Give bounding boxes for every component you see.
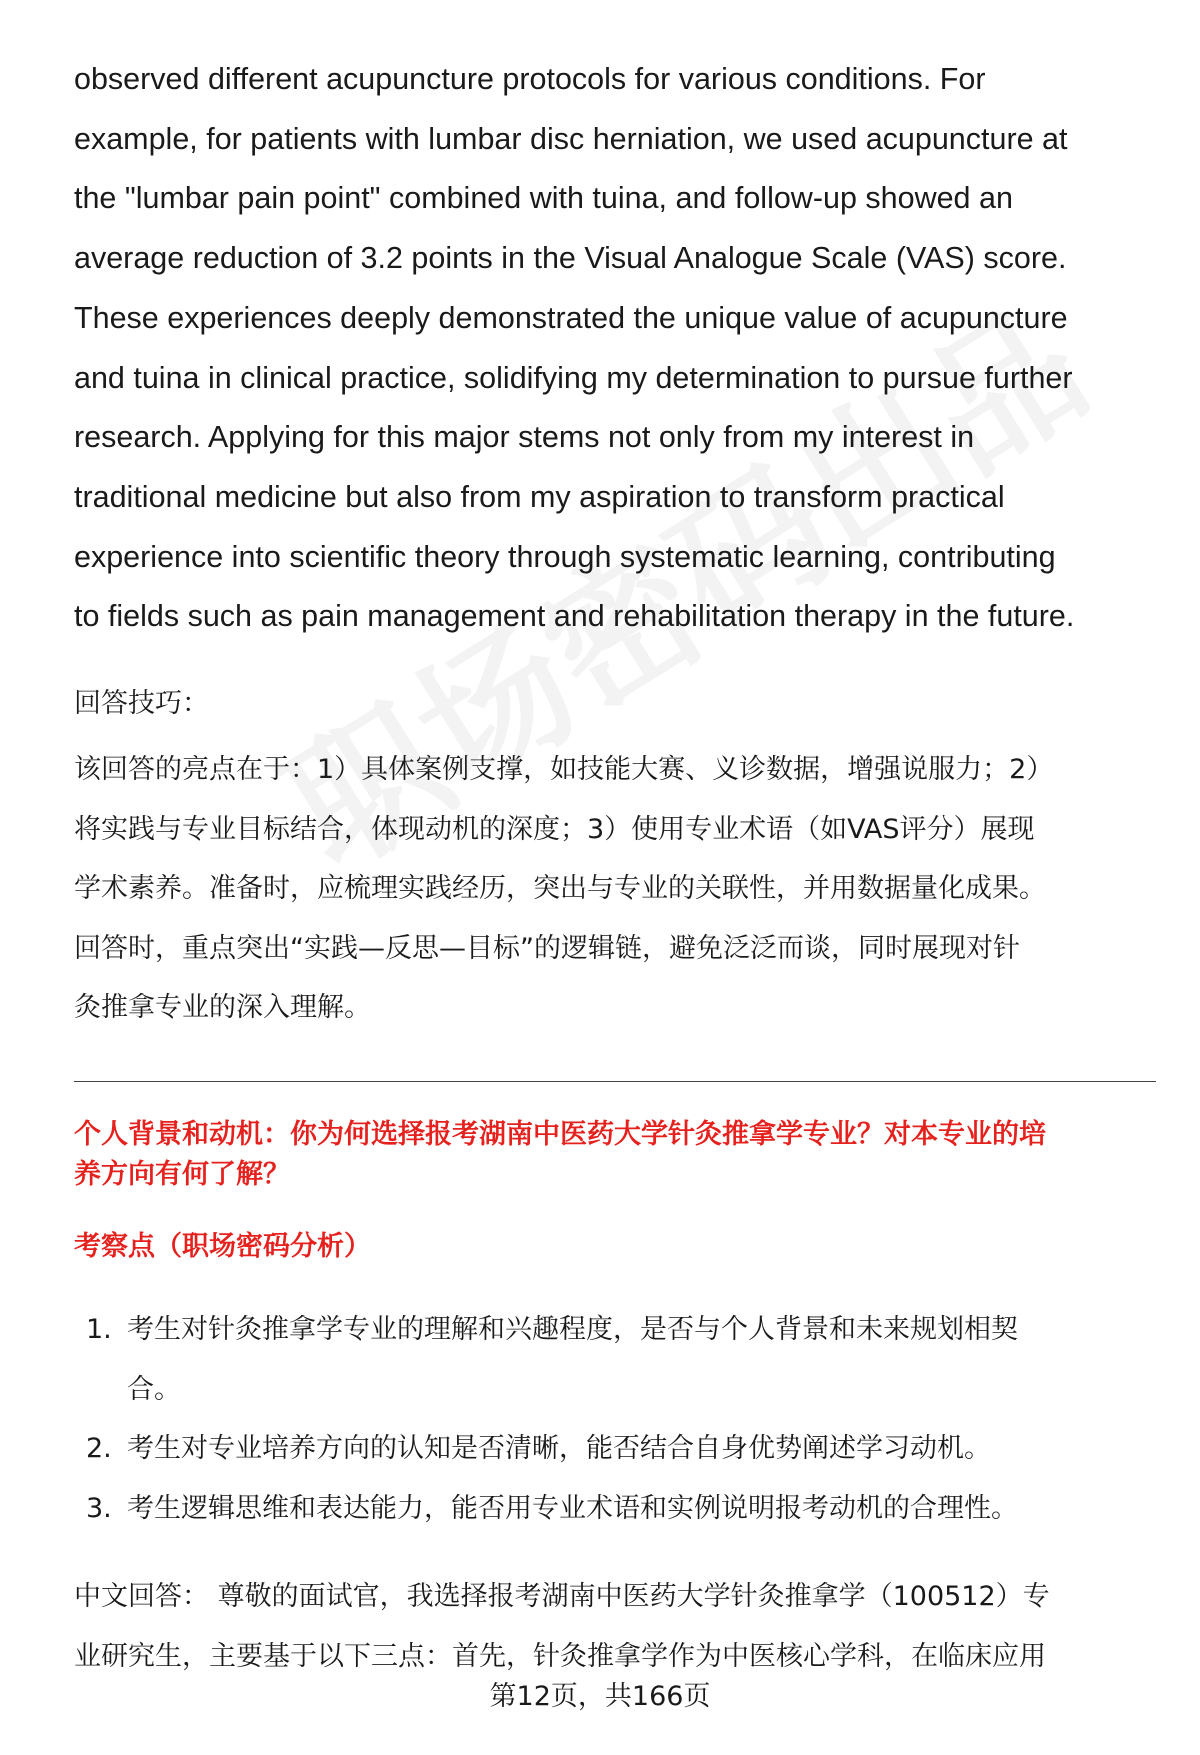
section-divider bbox=[74, 1081, 1156, 1082]
paragraph-line: These experiences deeply demonstrated the unique value of acupuncture bbox=[74, 300, 1068, 335]
list-item-text: 考生对针灸推拿学专业的理解和兴趣程度，是否与个人背景和未来规划相契 bbox=[127, 1314, 1018, 1345]
paragraph-line: 业研究生，主要基于以下三点：首先，针灸推拿学作为中医核心学科，在临床应用 bbox=[74, 1641, 1046, 1672]
paragraph-line: 该回答的亮点在于：1）具体案例支撑，如技能大赛、义诊数据，增强说服力；2） bbox=[74, 754, 1054, 785]
paragraph-line: observed different acupuncture protocols for various conditions. For bbox=[74, 62, 986, 96]
paragraph-line: 学术素养。准备时，应梳理实践经历，突出与专业的关联性，并用数据量化成果。 bbox=[74, 873, 1046, 904]
paragraph-line: the "lumbar pain point" combined with tuina, and follow-up showed an bbox=[74, 181, 1013, 216]
analysis-point-list bbox=[74, 1300, 1159, 1538]
question-heading bbox=[74, 1115, 1159, 1195]
list-item bbox=[74, 1300, 1159, 1419]
list-number: 3. bbox=[86, 1492, 112, 1524]
list-number: 1. bbox=[86, 1314, 112, 1345]
list-item bbox=[74, 1419, 1159, 1479]
list-item-text: 考生对专业培养方向的认知是否清晰，能否结合自身优势阐述学习动机。 bbox=[127, 1433, 991, 1464]
tips-paragraph bbox=[74, 740, 1053, 1038]
analysis-heading: 考察点（职场密码分析） bbox=[74, 1231, 371, 1262]
paragraph-line: average reduction of 3.2 points in the Visual Analogue Scale (VAS) score. bbox=[74, 241, 1067, 276]
question-line: 养方向有何了解？ bbox=[74, 1159, 290, 1190]
tips-heading: 回答技巧： bbox=[74, 688, 209, 719]
paragraph-line: 回答时，重点突出“实践—反思—目标”的逻辑链，避免泛泛而谈，同时展现对针 bbox=[74, 932, 1020, 964]
paragraph-line: research. Applying for this major stems not only from my interest in bbox=[74, 420, 975, 455]
paragraph-line: experience into scientific theory through systematic learning, contributing bbox=[74, 539, 1056, 574]
paragraph-line: to fields such as pain management and rehabilitation therapy in the future. bbox=[74, 599, 1075, 634]
list-number: 2. bbox=[86, 1433, 112, 1464]
paragraph-line: example, for patients with lumbar disc herniation, we used acupuncture at bbox=[74, 121, 1068, 156]
answer-label: 中文回答： bbox=[74, 1581, 209, 1612]
answer-text: 尊敬的面试官，我选择报考湖南中医药大学针灸推拿学（100512）专 bbox=[209, 1581, 1050, 1612]
page-number-footer: 第12页，共166页 bbox=[489, 1681, 711, 1712]
paragraph-line: 灸推拿专业的深入理解。 bbox=[74, 992, 371, 1023]
paragraph-line bbox=[74, 1567, 1050, 1627]
paragraph-line: and tuina in clinical practice, solidifying my determination to pursue further bbox=[74, 360, 1073, 395]
list-item-text: 考生逻辑思维和表达能力，能否用专业术语和实例说明报考动机的合理性。 bbox=[127, 1492, 1018, 1524]
paragraph-line: traditional medicine but also from my aspiration to transform practical bbox=[74, 479, 1005, 514]
question-line: 个人背景和动机：你为何选择报考湖南中医药大学针灸推拿学专业？对本专业的培 bbox=[74, 1119, 1046, 1150]
paragraph-line: 将实践与专业目标结合，体现动机的深度；3）使用专业术语（如VAS评分）展现 bbox=[74, 813, 1035, 845]
chinese-answer-paragraph bbox=[74, 1567, 1050, 1687]
list-item-text: 合。 bbox=[127, 1373, 181, 1405]
list-item bbox=[74, 1479, 1159, 1539]
english-answer-paragraph bbox=[74, 50, 1159, 647]
